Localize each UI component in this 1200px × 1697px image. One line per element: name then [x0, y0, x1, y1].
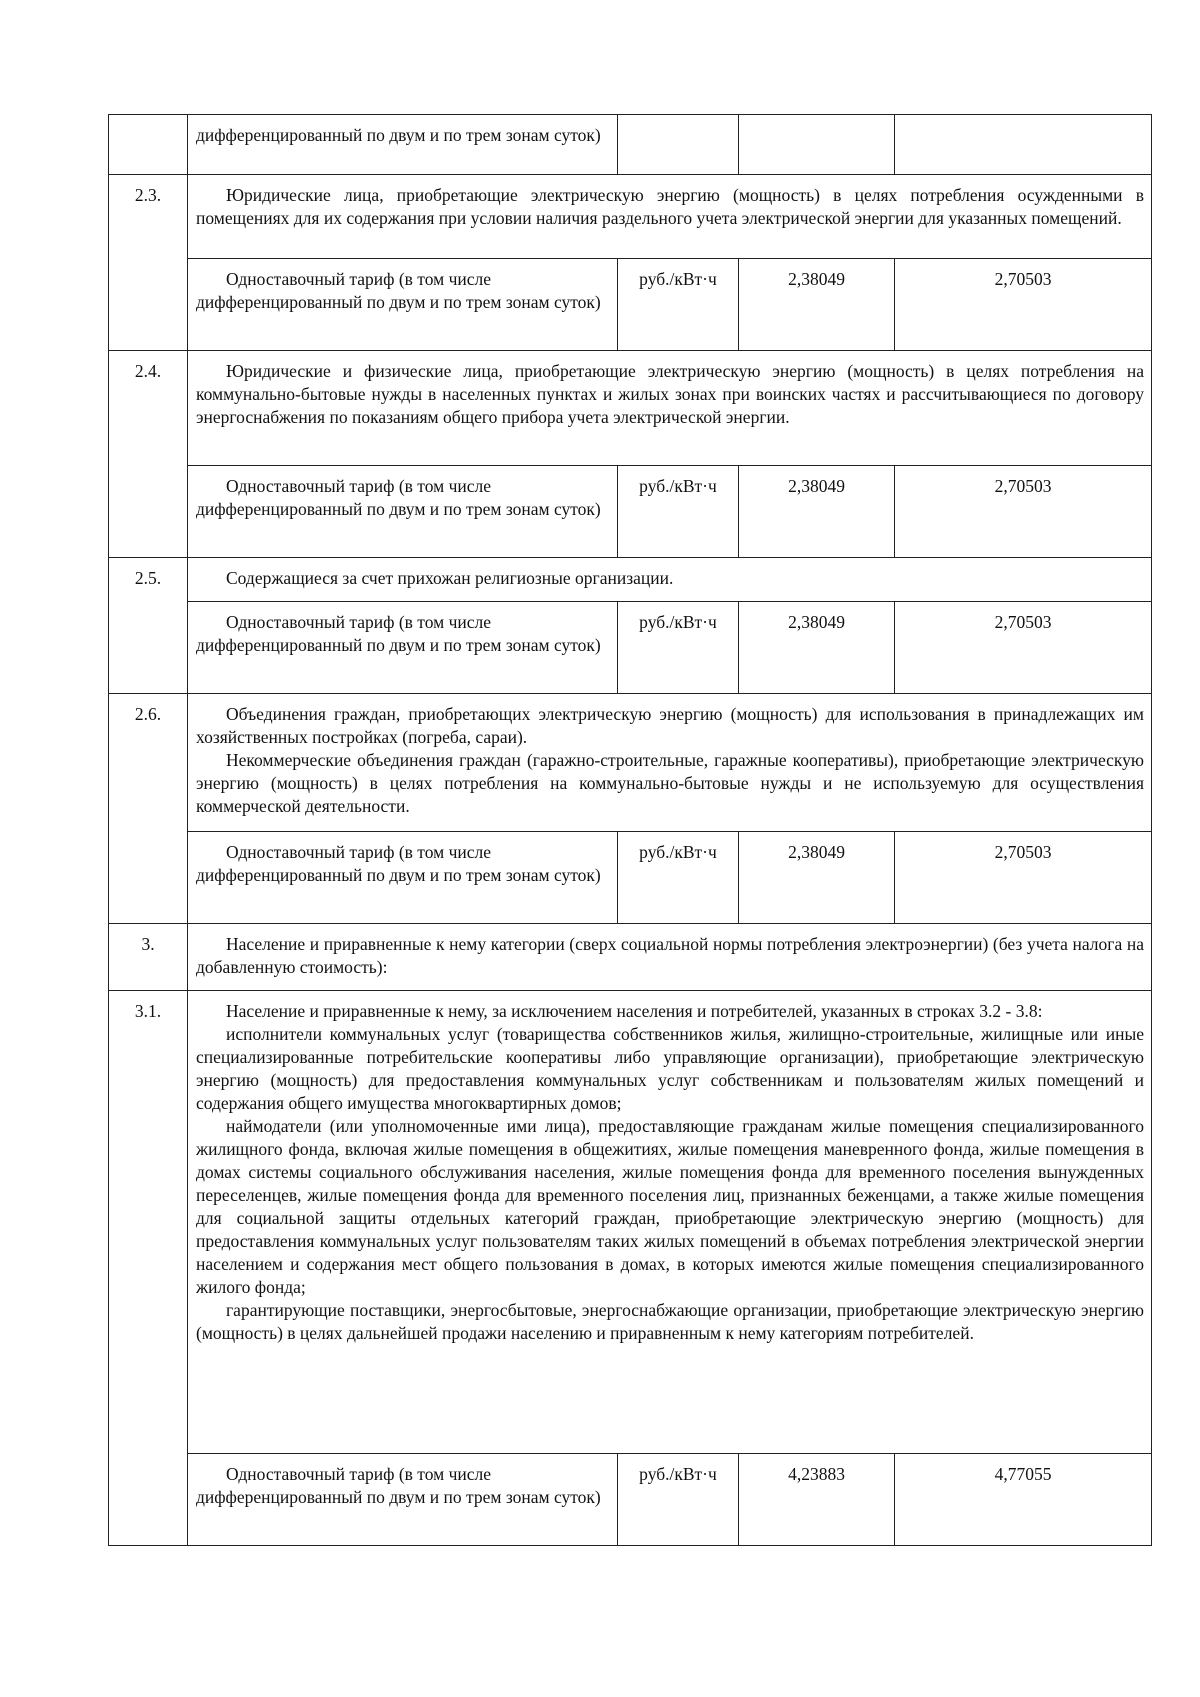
section-number: 2.3. — [109, 175, 188, 351]
section-description — [188, 175, 1152, 259]
description-paragraph: гарантирующие поставщики, энергосбытовые, энергоснабжающие организации, приобретающие электрическую энергию (мощность) в целях дальнейшей продажи населению и приравненным к нему категориям потребителей. — [196, 1300, 1144, 1343]
value-1-cell — [739, 115, 895, 175]
tariff-name: Одноставочный тариф (в том числе дифференцированный по двум и по трем зонам суток) — [196, 476, 601, 519]
section-description — [188, 924, 1152, 991]
description-paragraph: Объединения граждан, приобретающих электрическую энергию (мощность) для использования в принадлежащих им хозяйственных постройках (погреба, сараи). — [196, 704, 1144, 747]
tariff-value-1: 2,38049 — [739, 602, 895, 694]
description-paragraph: Юридические и физические лица, приобретающие электрическую энергию (мощность) в целях потребления на коммунально-бытовые нужды в населенных пунктах и жилых зонах при воинских частях и рассчитывающиеся по договору энергоснабжения по показаниям общего прибора учета электрической энергии. — [196, 361, 1144, 427]
tariff-row — [109, 602, 1152, 694]
table-row — [109, 115, 1152, 175]
section-number: 3.1. — [109, 991, 188, 1546]
tariff-row — [109, 466, 1152, 558]
section-number: 2.6. — [109, 694, 188, 924]
section-row — [109, 351, 1152, 466]
tariff-unit: руб./кВт·ч — [618, 1454, 739, 1546]
section-description — [188, 351, 1152, 466]
tariff-name-cell — [188, 466, 618, 558]
description-paragraph: Население и приравненные к нему, за исключением населения и потребителей, указанных в строках 3.2 - 3.8: — [226, 1001, 1043, 1021]
section-row — [109, 558, 1152, 602]
tariff-value-2: 2,70503 — [895, 466, 1152, 558]
tariff-name: дифференцированный по двум и по трем зонам суток) — [196, 125, 601, 145]
tariff-name: Одноставочный тариф (в том числе дифференцированный по двум и по трем зонам суток) — [196, 1464, 601, 1507]
section-description — [188, 991, 1152, 1454]
section-row — [109, 991, 1152, 1454]
tariff-value-1: 4,23883 — [739, 1454, 895, 1546]
unit-cell — [618, 115, 739, 175]
description-paragraph: наймодатели (или уполномоченные ими лица), предоставляющие гражданам жилые помещения специализированного жилищного фонда, включая жилые помещения в общежитиях, жилые помещения маневренного фонда, жилые помещения в домах системы социального обслуживания населения, жилые помещения фонда для временного поселения вынужденных переселенцев, жилые помещения фонда для временного поселения лиц, признанных беженцами, а также жилые помещения для социальной защиты отдельных категорий граждан, приобретающие электрическую энергию (мощность) для предоставления коммунальных услуг пользователям таких жилых помещений в объемах потребления электрической энергии населением и содержания мест общего пользования в домах, в которых имеются жилые помещения специализированного жилого фонда; — [196, 1116, 1144, 1297]
tariff-value-2: 2,70503 — [895, 602, 1152, 694]
tariff-unit: руб./кВт·ч — [618, 259, 739, 351]
section-row — [109, 175, 1152, 259]
tariff-name-cell — [188, 115, 618, 175]
tariff-value-2: 2,70503 — [895, 832, 1152, 924]
tariff-unit: руб./кВт·ч — [618, 832, 739, 924]
tariff-name-cell — [188, 1454, 618, 1546]
description-paragraph: Некоммерческие объединения граждан (гаражно-строительные, гаражные кооперативы), приобретающие электрическую энергию (мощность) в целях потребления на коммунально-бытовые нужды и не используемую для осуществления коммерческой деятельности. — [196, 750, 1144, 816]
tariff-row — [109, 832, 1152, 924]
tariff-name-cell — [188, 602, 618, 694]
tariff-row — [109, 259, 1152, 351]
section-description — [188, 694, 1152, 832]
section-description — [188, 558, 1152, 602]
section-number: 3. — [109, 924, 188, 991]
tariff-name-cell — [188, 832, 618, 924]
tariff-value-1: 2,38049 — [739, 259, 895, 351]
tariff-name: Одноставочный тариф (в том числе дифференцированный по двум и по трем зонам суток) — [196, 612, 601, 655]
tariff-value-2: 2,70503 — [895, 259, 1152, 351]
tariff-name-cell — [188, 259, 618, 351]
value-2-cell — [895, 115, 1152, 175]
tariff-value-2: 4,77055 — [895, 1454, 1152, 1546]
tariff-name: Одноставочный тариф (в том числе дифференцированный по двум и по трем зонам суток) — [196, 269, 601, 312]
description-paragraph: Содержащиеся за счет прихожан религиозные организации. — [226, 568, 674, 588]
row-number-cell — [109, 115, 188, 175]
description-paragraph: исполнители коммунальных услуг (товарищества собственников жилья, жилищно-строительные, жилищные или иные специализированные потребительские кооперативы либо управляющие организации), приобретающие электрическую энергию (мощность) для предоставления коммунальных услуг собственникам и пользователям жилых помещений и содержания общего имущества многоквартирных домов; — [196, 1024, 1144, 1113]
description-paragraph: Юридические лица, приобретающие электрическую энергию (мощность) в целях потребления осужденными в помещениях для их содержания при условии наличия раздельного учета электрической энергии для указанных помещений. — [196, 185, 1144, 228]
tariff-unit: руб./кВт·ч — [618, 466, 739, 558]
description-paragraph: Население и приравненные к нему категории (сверх социальной нормы потребления электроэнергии) (без учета налога на добавленную стоимость): — [196, 934, 1144, 977]
section-row — [109, 694, 1152, 832]
section-number: 2.4. — [109, 351, 188, 558]
section-number: 2.5. — [109, 558, 188, 694]
tariff-value-1: 2,38049 — [739, 832, 895, 924]
tariff-name: Одноставочный тариф (в том числе дифференцированный по двум и по трем зонам суток) — [196, 842, 601, 885]
section-row — [109, 924, 1152, 991]
tariff-row — [109, 1454, 1152, 1546]
tariff-value-1: 2,38049 — [739, 466, 895, 558]
tariff-table — [108, 114, 1152, 1546]
tariff-unit: руб./кВт·ч — [618, 602, 739, 694]
